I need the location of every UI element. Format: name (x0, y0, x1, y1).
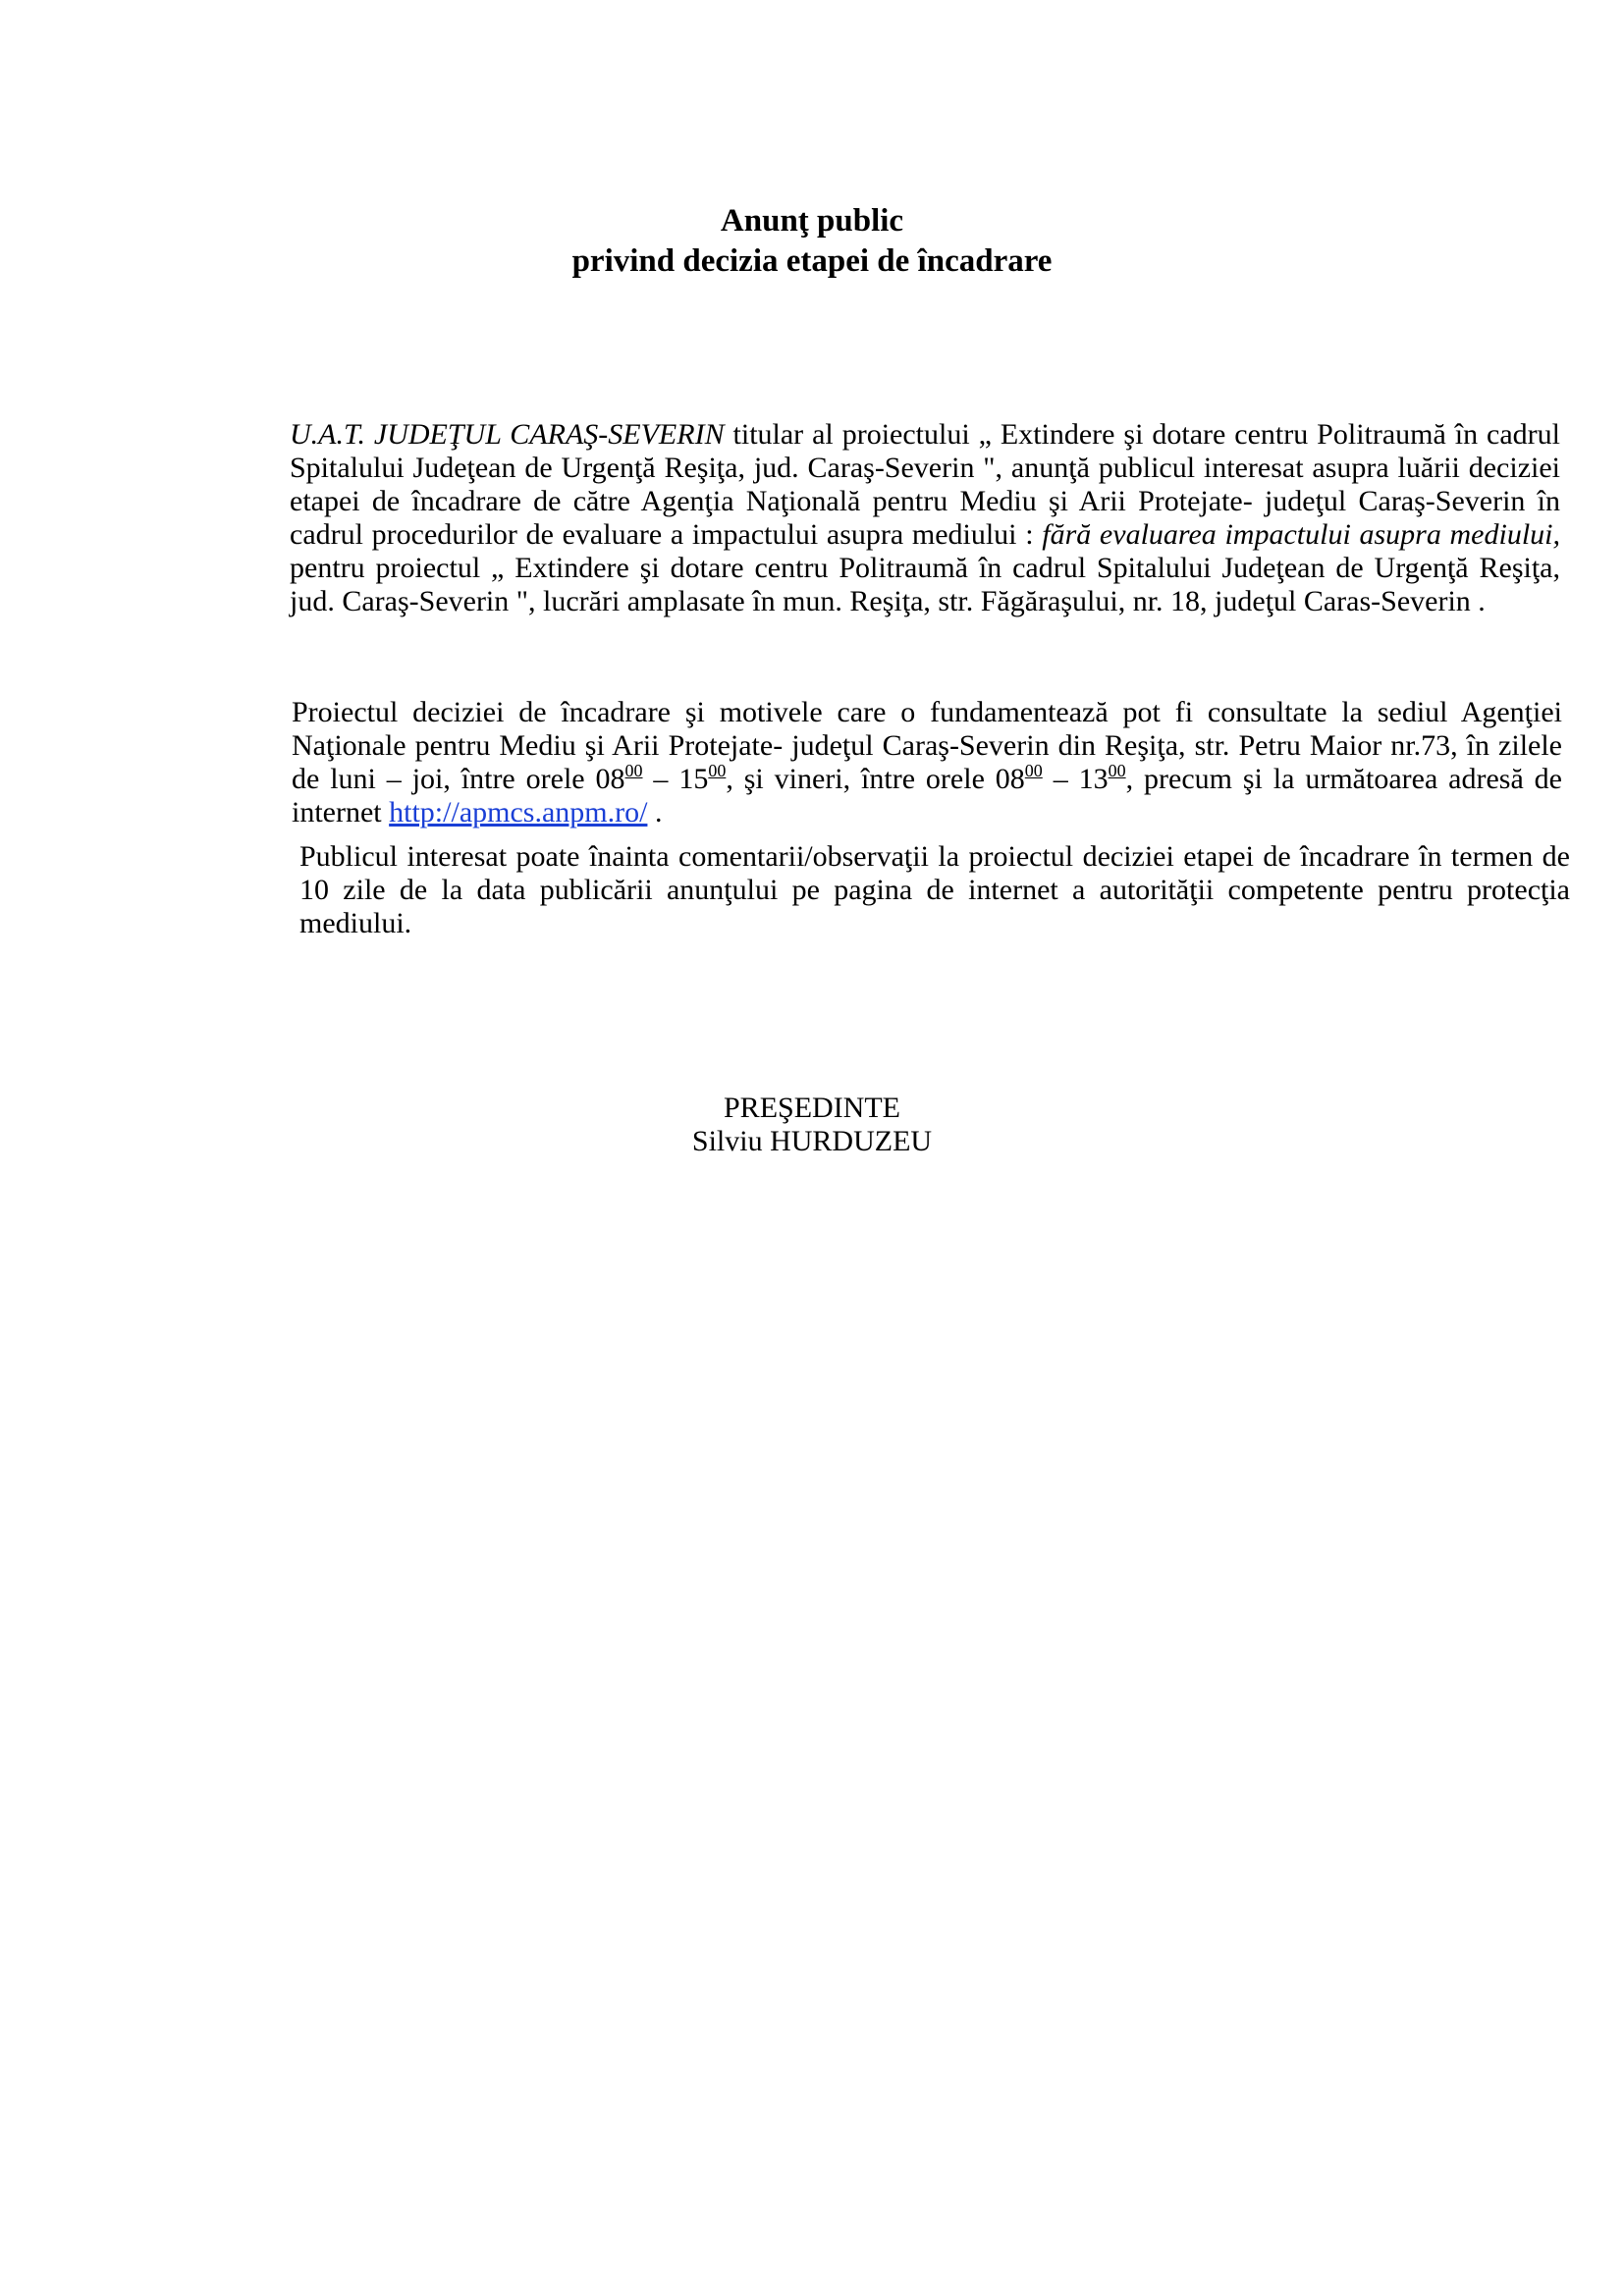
paragraph1-text-a: titular al proiectului „ Extindere şi dotare centru Politraumă în cadrul Spitalului Judeţean de Urgenţă Reşiţa, jud. Caraş-Severin ", anunţă publicul interesat asupra luării deciziei etapei de încadrare de către Agenţia Naţională pentru Mediu şi Arii Protejate- judeţul Caraş-Severin în cadrul procedurilor de evaluare a impactului asupra mediului : (290, 418, 1561, 551)
paragraph2-text-b: – 15 (642, 763, 709, 795)
paragraph-comments: Publicul interesat poate înainta comentarii/observaţii la proiectul deciziei etapei de încadrare în termen de 10 zile de la data publicării anunţului pe pagina de internet a autorităţii competente pentru protecţia mediului. (299, 840, 1570, 939)
signature-title: PREŞEDINTE (724, 1092, 900, 1124)
time-superscript: 00 (708, 761, 727, 780)
paragraph2-text-c: , şi vineri, între orele 08 (726, 763, 1025, 795)
time-superscript: 00 (1024, 761, 1043, 780)
website-link[interactable]: http://apmcs.anpm.ro/ (389, 796, 648, 828)
paragraph2-text-e: , precum şi la următoarea adresă de internet (292, 763, 1562, 828)
signature-name: Silviu HURDUZEU (691, 1125, 933, 1157)
signature-block (0, 1092, 1624, 1158)
paragraph2-text-f: . (647, 796, 663, 828)
paragraph-announcement (197, 418, 1560, 618)
title-line-1: Anunţ public (720, 203, 904, 239)
paragraph2-text-a: Proiectul deciziei de încadrare şi motivele care o fundamentează pot fi consultate la sediul Agenţiei Naţionale pentru Mediu şi Arii Protejate- judeţul Caraş-Severin din Reşiţa, str. Petru Maior nr.73, în zilele de luni – joi, între orele 08 (292, 696, 1562, 795)
time-superscript: 00 (624, 761, 643, 780)
decision-text: fără evaluarea impactului asupra mediului, (1042, 518, 1560, 551)
applicant-name: U.A.T. JUDEŢUL CARAŞ-SEVERIN (290, 418, 725, 451)
paragraph2-text-d: – 13 (1042, 763, 1109, 795)
paragraph-consultation (197, 696, 1562, 829)
title-line-2: privind decizia etapei de încadrare (571, 243, 1053, 279)
time-superscript: 00 (1108, 761, 1126, 780)
document-title (0, 201, 1624, 282)
paragraph1-text-b: pentru proiectul „ Extindere şi dotare centru Politraumă în cadrul Spitalului Judeţean de Urgenţă Reşiţa, jud. Caraş-Severin ", lucrări amplasate în mun. Reşiţa, str. Făgăraşului, nr. 18, judeţul Caras-Severin . (290, 552, 1560, 617)
